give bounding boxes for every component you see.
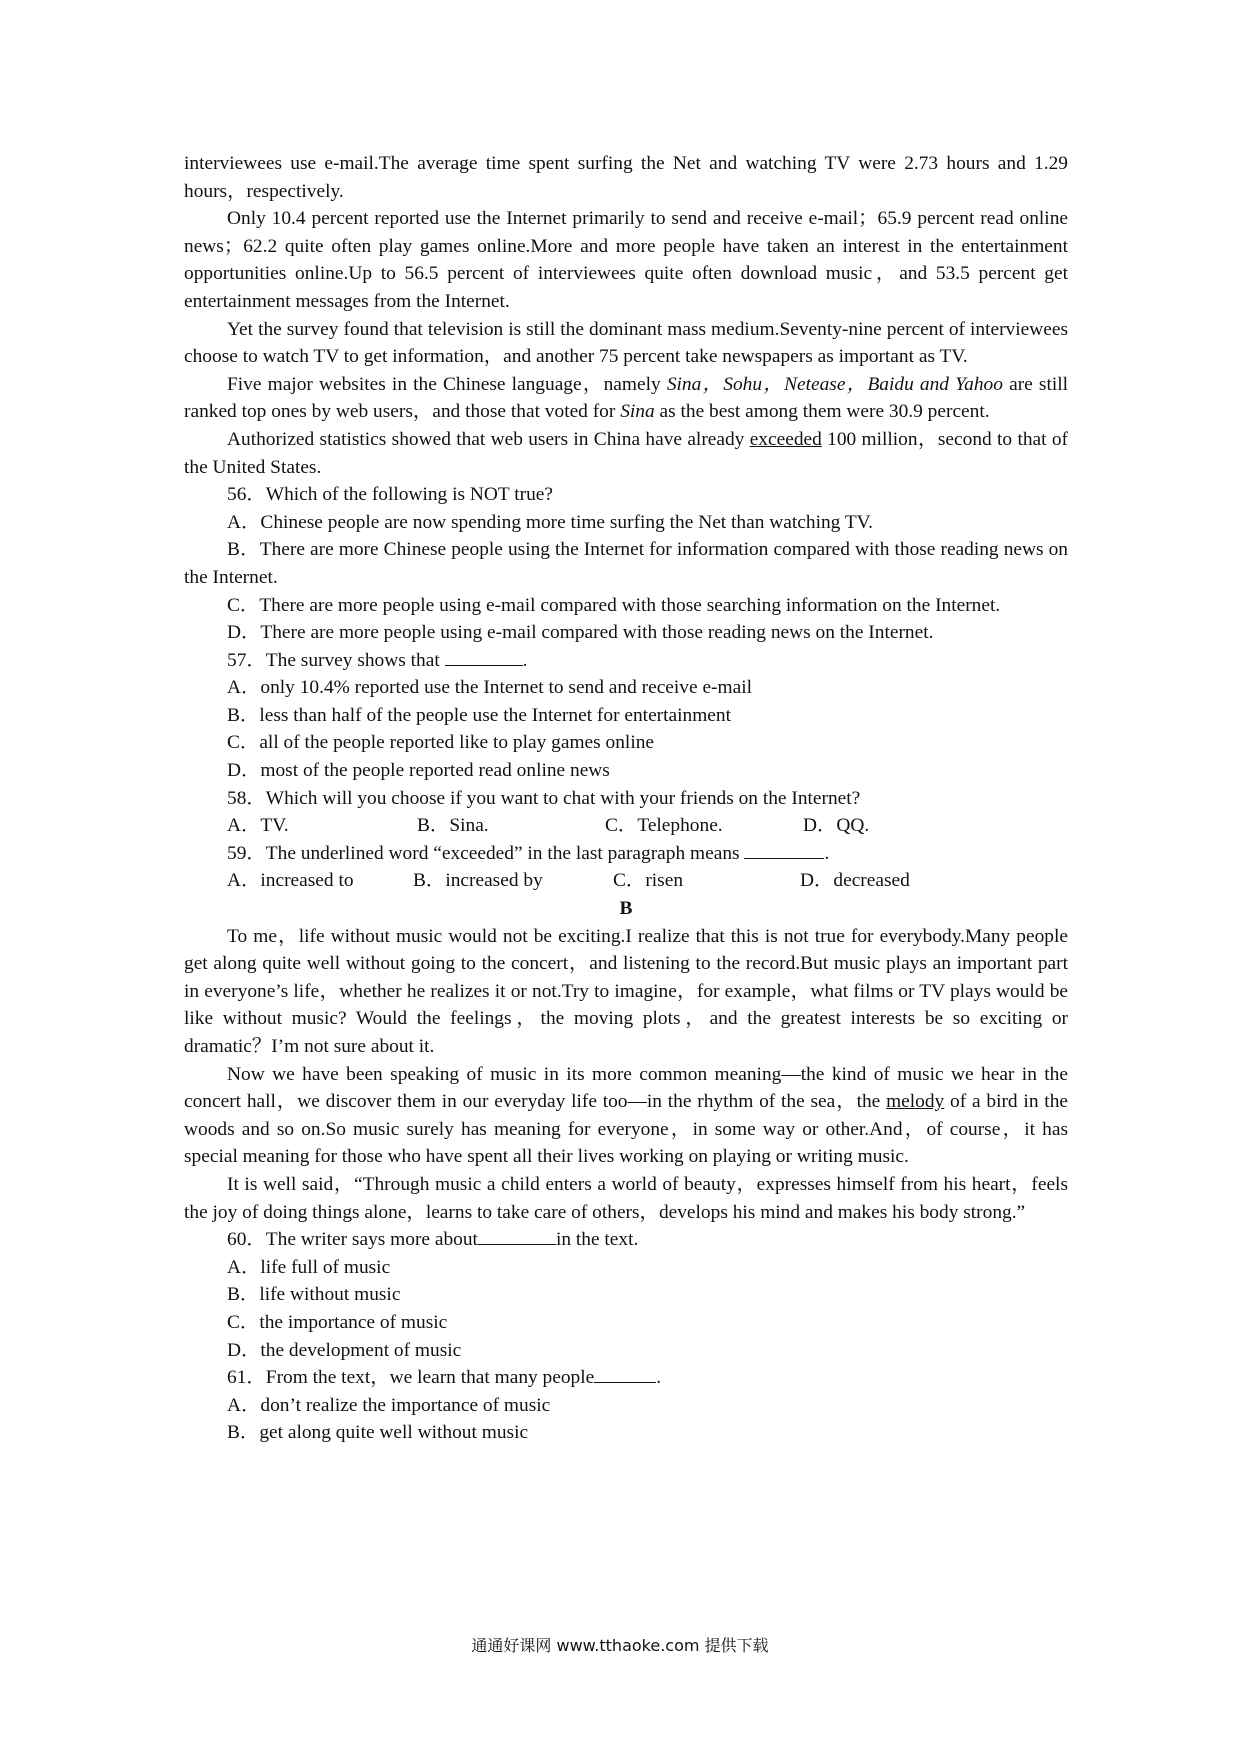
passage-b-paragraph-2	[184, 1061, 1068, 1171]
paragraph-text: 100 million，second to that of the United States.	[184, 428, 1068, 478]
underlined-word-exceeded: exceeded	[749, 428, 822, 450]
passage-a-paragraph-5	[184, 426, 1068, 481]
passage-b-paragraph-3: It is well said，“Through music a child enters a world of beauty，expresses himself from his heart，feels the joy of doing things alone，learns to take care of others，develops his mind and makes his body strong.”	[184, 1173, 1068, 1223]
question-text-end: .	[522, 649, 528, 671]
question-text-end: .	[656, 1367, 662, 1389]
question-60-stem	[184, 1226, 1068, 1254]
question-57-option-d: D．most of the people reported read online news	[227, 760, 610, 782]
paragraph-text: Now we have been speaking of music in its more common meaning—the kind of music we hear in the concert hall，we discover them in our everyday life too—in the rhythm of the sea，the	[184, 1063, 1068, 1113]
answer-blank	[478, 1228, 556, 1245]
question-58-option-b: B．Sina.	[417, 815, 489, 837]
question-61-stem	[184, 1364, 1068, 1392]
question-59-option-b: B．increased by	[413, 870, 543, 892]
question-61-option-b: B．get along quite well without music	[227, 1422, 529, 1444]
question-59-option-d: D．decreased	[800, 870, 910, 892]
website-names: Sina，Sohu，Netease，Baidu and Yahoo	[666, 373, 1003, 395]
question-text: 59．The underlined word “exceeded” in the last paragraph means	[227, 842, 740, 864]
passage-a-paragraph-2: Only 10.4 percent reported use the Internet primarily to send and receive e-mail；65.9 percent read online news；62.2 quite often play games online.More and more people have taken an interest in the entertainment opportunities online.Up to 56.5 percent of interviewees quite often download music，and 53.5 percent get entertainment messages from the Internet.	[184, 208, 1068, 312]
question-text-end: .	[824, 842, 830, 864]
reading-content	[184, 150, 1068, 1447]
question-58-option-d: D．QQ.	[803, 815, 870, 837]
answer-blank	[744, 842, 824, 859]
paragraph-text: Five major websites in the Chinese language，namely	[227, 373, 667, 395]
paragraph-text: as the best among them were 30.9 percent.	[654, 401, 990, 423]
question-text: 60．The writer says more about	[227, 1229, 478, 1251]
question-60-option-c: C．the importance of music	[227, 1311, 448, 1333]
paragraph-text: Authorized statistics showed that web users in China have already	[227, 428, 750, 450]
question-59-option-c: C．risen	[613, 870, 684, 892]
question-60-option-a: A．life full of music	[227, 1256, 391, 1278]
website-name-sina: Sina	[620, 401, 655, 423]
paragraph-text: of a bird in the woods and so on.So music surely has meaning for everyone，in some way or other.And，of course，it has special meaning for those who have spent all their lives working on playing or writing music.	[184, 1091, 1068, 1168]
question-text: 57．The survey shows that	[227, 649, 440, 671]
question-60-option-d: D．the development of music	[227, 1339, 462, 1361]
passage-b-paragraph-1: To me，life without music would not be exciting.I realize that this is not true for everybody.Many people get along quite well without going to the concert，and listening to the record.But music plays an important part in everyone’s life，whether he realizes it or not.Try to imagine，for example，what films or TV plays would be like without music? Would the feelings，the moving plots，and the greatest interests be so exciting or dramatic？I’m not sure about it.	[184, 925, 1068, 1057]
question-60-option-b: B．life without music	[227, 1284, 401, 1306]
section-b-heading: B	[619, 898, 633, 920]
question-58-option-a: A．TV.	[227, 815, 289, 837]
question-59-options	[184, 867, 1068, 895]
question-56-option-d: D．There are more people using e-mail compared with those reading news on the Internet.	[227, 622, 934, 644]
question-61-option-a: A．don’t realize the importance of music	[227, 1394, 551, 1416]
question-56-option-a: A．Chinese people are now spending more time surfing the Net than watching TV.	[227, 511, 874, 533]
answer-blank	[594, 1366, 656, 1383]
question-text-end: in the text.	[555, 1229, 639, 1251]
passage-a-paragraph-1: interviewees use e-mail.The average time spent surfing the Net and watching TV were 2.73 hours and 1.29 hours，respectively.	[184, 153, 1068, 202]
page-footer: 通通好课网 www.tthaoke.com 提供下载	[471, 1636, 769, 1655]
passage-a-paragraph-3: Yet the survey found that television is still the dominant mass medium.Seventy-nine percent of interviewees choose to watch TV to get information，and another 75 percent take newspapers as important as TV.	[184, 318, 1068, 368]
question-57-option-a: A．only 10.4% reported use the Internet to send and receive e-mail	[227, 677, 752, 699]
question-56-option-b: B．There are more Chinese people using the Internet for information compared with those reading news on the Internet.	[184, 539, 1068, 588]
question-text: 61．From the text，we learn that many people	[227, 1367, 595, 1389]
answer-blank	[445, 649, 523, 666]
question-58-stem: 58．Which will you choose if you want to chat with your friends on the Internet?	[227, 787, 861, 809]
question-56-stem: 56．Which of the following is NOT true?	[227, 484, 553, 506]
question-56-option-c: C．There are more people using e-mail compared with those searching information on the Internet.	[227, 594, 1001, 616]
question-58-options	[184, 812, 1068, 840]
question-59-option-a: A．increased to	[227, 870, 354, 892]
question-57-option-b: B．less than half of the people use the Internet for entertainment	[227, 704, 731, 726]
question-57-option-c: C．all of the people reported like to play games online	[227, 732, 655, 754]
passage-a-paragraph-4	[184, 371, 1068, 426]
underlined-word-melody: melody	[886, 1091, 945, 1113]
paragraph-text: are still ranked top ones by web users，and those that voted for	[184, 373, 1069, 423]
question-58-option-c: C．Telephone.	[605, 815, 723, 837]
question-57-stem	[184, 647, 1068, 675]
question-59-stem	[184, 840, 1068, 868]
